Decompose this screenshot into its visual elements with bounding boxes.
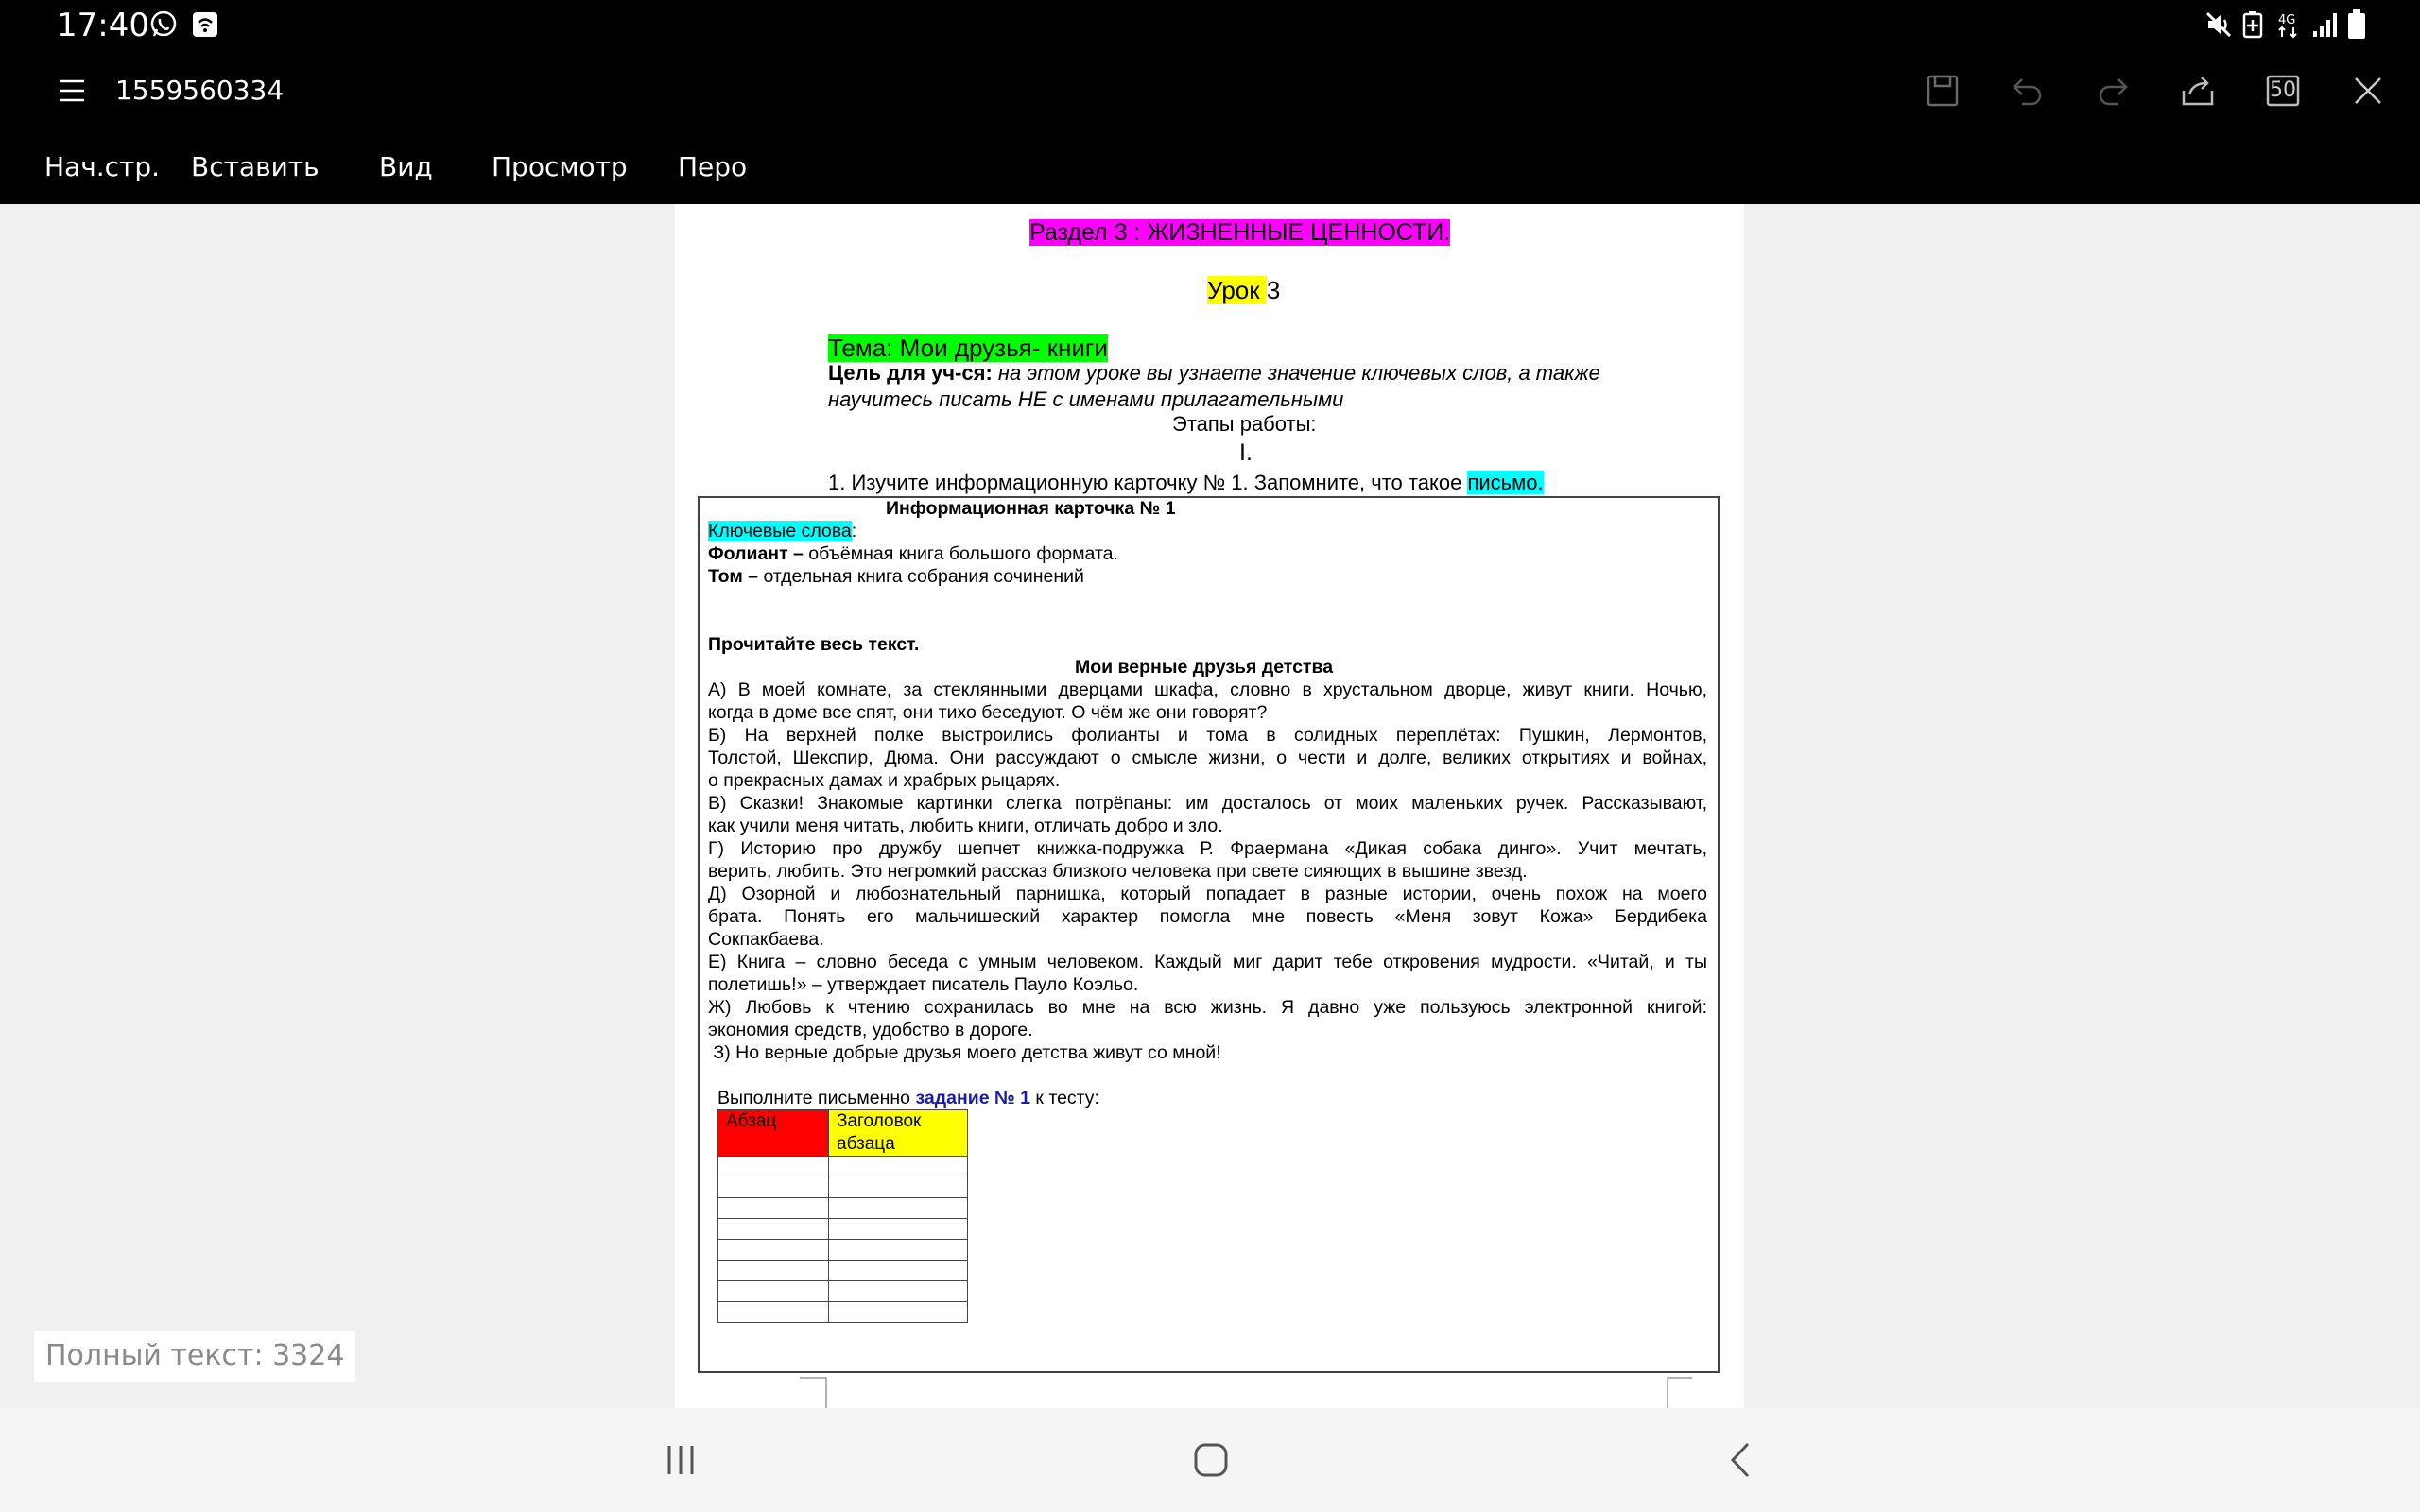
goal-text-line-2: научитесь писать НЕ с именами прилагательными — [828, 387, 1344, 411]
tab-home[interactable]: Нач.стр. — [44, 151, 161, 182]
task-link[interactable]: задание № 1 — [915, 1088, 1030, 1108]
table-row — [718, 1261, 968, 1281]
text-line: экономия средств, удобство в дороге. — [708, 1020, 1033, 1040]
signal-icon — [2308, 9, 2341, 40]
table-header-row — [718, 1110, 968, 1157]
instruction-line: 1. Изучите информационную карточку № 1. Запомните, что такое письмо. — [828, 471, 1544, 494]
tab-pen[interactable]: Перо — [678, 151, 748, 182]
text-line: Ж) Любовь к чтению сохранилась во мне на всю жизнь. Я давно уже пользуюсь электронной книгой: — [708, 997, 1707, 1018]
status-bar — [0, 0, 2420, 51]
home-icon[interactable] — [1183, 1436, 1239, 1484]
table-row — [718, 1240, 968, 1261]
battery-icon — [2342, 9, 2371, 40]
lesson-topic: Тема: Мои друзья- книги — [828, 334, 1108, 362]
tab-review[interactable]: Просмотр — [492, 151, 628, 182]
hamburger-menu-icon[interactable] — [49, 68, 95, 113]
text-line: Сокпакбаева. — [708, 929, 824, 950]
table-header-heading: Заголовок абзаца — [829, 1110, 968, 1157]
task-table — [717, 1109, 968, 1323]
table-cell[interactable] — [829, 1302, 968, 1323]
text-line: Д) Озорной и любознательный парнишка, который попадает в разные истории, очень похож на моего — [708, 884, 1707, 904]
text-line: когда в доме все спят, они тихо беседуют. О чём же они говорят? — [708, 702, 1268, 723]
table-row — [718, 1198, 968, 1219]
word-count-badge: Полный текст: 3324 — [34, 1331, 355, 1382]
app-toolbar — [0, 51, 2420, 135]
text-line: о прекрасных дамах и храбрых рыцарях. — [708, 770, 1061, 791]
task-instruction: Выполните письменно задание № 1 к тесту: — [717, 1088, 1099, 1108]
table-cell[interactable] — [829, 1261, 968, 1281]
tab-insert[interactable]: Вставить — [191, 151, 320, 182]
document-viewport[interactable] — [0, 204, 2420, 1408]
text-line: А) В моей комнате, за стеклянными дверцами шкафа, словно в хрустальном дворце, живут книги. Ночью, — [708, 679, 1707, 700]
text-line: как учили меня читать, любить книги, отличать добро и зло. — [708, 816, 1223, 836]
goal-label: Цель для уч-ся: — [828, 361, 993, 385]
table-row — [718, 1157, 968, 1177]
table-cell[interactable] — [829, 1157, 968, 1177]
text-line: З) Но верные добрые друзья моего детства живут со мной! — [708, 1042, 1221, 1063]
page-corner-marks — [675, 1376, 1744, 1408]
info-card — [698, 496, 1720, 1373]
table-cell[interactable] — [718, 1219, 829, 1240]
table-cell[interactable] — [718, 1157, 829, 1177]
table-row — [718, 1302, 968, 1323]
section-title: Раздел 3 : ЖИЗНЕННЫЕ ЦЕННОСТИ. — [1029, 219, 1451, 246]
zoom-level-icon[interactable] — [2260, 68, 2306, 113]
share-icon[interactable] — [2175, 68, 2221, 113]
mute-icon — [2203, 9, 2235, 40]
text-line: Б) На верхней полке выстроились фолианты и тома в солидных переплётах: Пушкин, Лермонтов, — [708, 725, 1707, 746]
document-title: 1559560334 — [115, 75, 285, 106]
table-row — [718, 1177, 968, 1198]
lesson-goal — [828, 361, 1600, 386]
document-page[interactable] — [675, 204, 1744, 1408]
whatsapp-icon — [147, 9, 180, 40]
table-cell[interactable] — [829, 1177, 968, 1198]
system-nav-bar — [0, 1408, 2420, 1512]
text-title: Мои верные друзья детства — [1075, 657, 1334, 678]
keywords-label: Ключевые слова — [708, 521, 852, 541]
table-cell[interactable] — [718, 1302, 829, 1323]
stages-heading: Этапы работы: — [1172, 412, 1317, 436]
term-volume: Том – отдельная книга собрания сочинений — [708, 566, 1084, 587]
card-title: Информационная карточка № 1 — [886, 498, 1176, 519]
table-cell[interactable] — [829, 1219, 968, 1240]
text-line: полетишь!» – утверждает писатель Пауло Коэльо. — [708, 974, 1139, 995]
table-cell[interactable] — [829, 1281, 968, 1302]
svg-text:4G: 4G — [2278, 13, 2296, 27]
text-line: В) Сказки! Знакомые картинки слегка потрёпаны: им досталось от моих маленьких ручек. Рассказывают, — [708, 793, 1707, 814]
read-instruction: Прочитайте весь текст. — [708, 634, 920, 655]
table-row — [718, 1219, 968, 1240]
lesson-word: Урок — [1207, 276, 1267, 304]
table-cell[interactable] — [718, 1261, 829, 1281]
table-cell[interactable] — [829, 1240, 968, 1261]
network-4g-icon — [2273, 9, 2305, 40]
status-time: 17:40 — [57, 7, 149, 44]
text-line: верить, любить. Это негромкий рассказ близкого человека при свете сияющих в вышине звезд. — [708, 861, 1528, 882]
term-folio: Фолиант – объёмная книга большого формата. — [708, 543, 1118, 564]
close-icon[interactable] — [2345, 68, 2391, 113]
table-row — [718, 1281, 968, 1302]
ribbon-tabs — [0, 135, 2420, 204]
undo-icon[interactable] — [2005, 68, 2050, 113]
table-cell[interactable] — [718, 1198, 829, 1219]
save-icon[interactable] — [1920, 68, 1965, 113]
back-icon[interactable] — [1713, 1436, 1770, 1484]
keyword-letter: письмо. — [1467, 471, 1544, 494]
stage-number: I. — [1239, 439, 1253, 466]
table-cell[interactable] — [829, 1198, 968, 1219]
text-line: брата. Понять его мальчишеский характер помогла мне повесть «Меня зовут Кожа» Бердибека — [708, 906, 1707, 927]
text-line: Г) Историю про дружбу шепчет книжка-подружка Р. Фраермана «Дикая собака динго». Учит мечтать, — [708, 838, 1707, 859]
tab-view[interactable]: Вид — [379, 151, 433, 182]
wifi-call-icon — [189, 9, 221, 40]
text-line: Толстой, Шекспир, Дюма. Они рассуждают о смысле жизни, о чести и долге, великих открытиях и войнах, — [708, 747, 1707, 768]
keywords-line: Ключевые слова: — [708, 521, 857, 541]
table-cell[interactable] — [718, 1177, 829, 1198]
text-line: Е) Книга – словно беседа с умным человеком. Каждый миг дарит тебе откровения мудрости. «Читай, и ты — [708, 952, 1707, 972]
goal-text: на этом уроке вы узнаете значение ключевых слов, а также — [992, 361, 1600, 385]
battery-saver-icon — [2238, 9, 2267, 40]
table-header-paragraph: Абзац — [718, 1110, 829, 1157]
recent-apps-icon[interactable] — [652, 1436, 709, 1484]
table-cell[interactable] — [718, 1281, 829, 1302]
table-cell[interactable] — [718, 1240, 829, 1261]
lesson-heading — [1207, 276, 1280, 304]
lesson-number: 3 — [1266, 276, 1281, 304]
zoom-level-label: 50 — [2270, 78, 2296, 102]
redo-icon[interactable] — [2090, 68, 2135, 113]
